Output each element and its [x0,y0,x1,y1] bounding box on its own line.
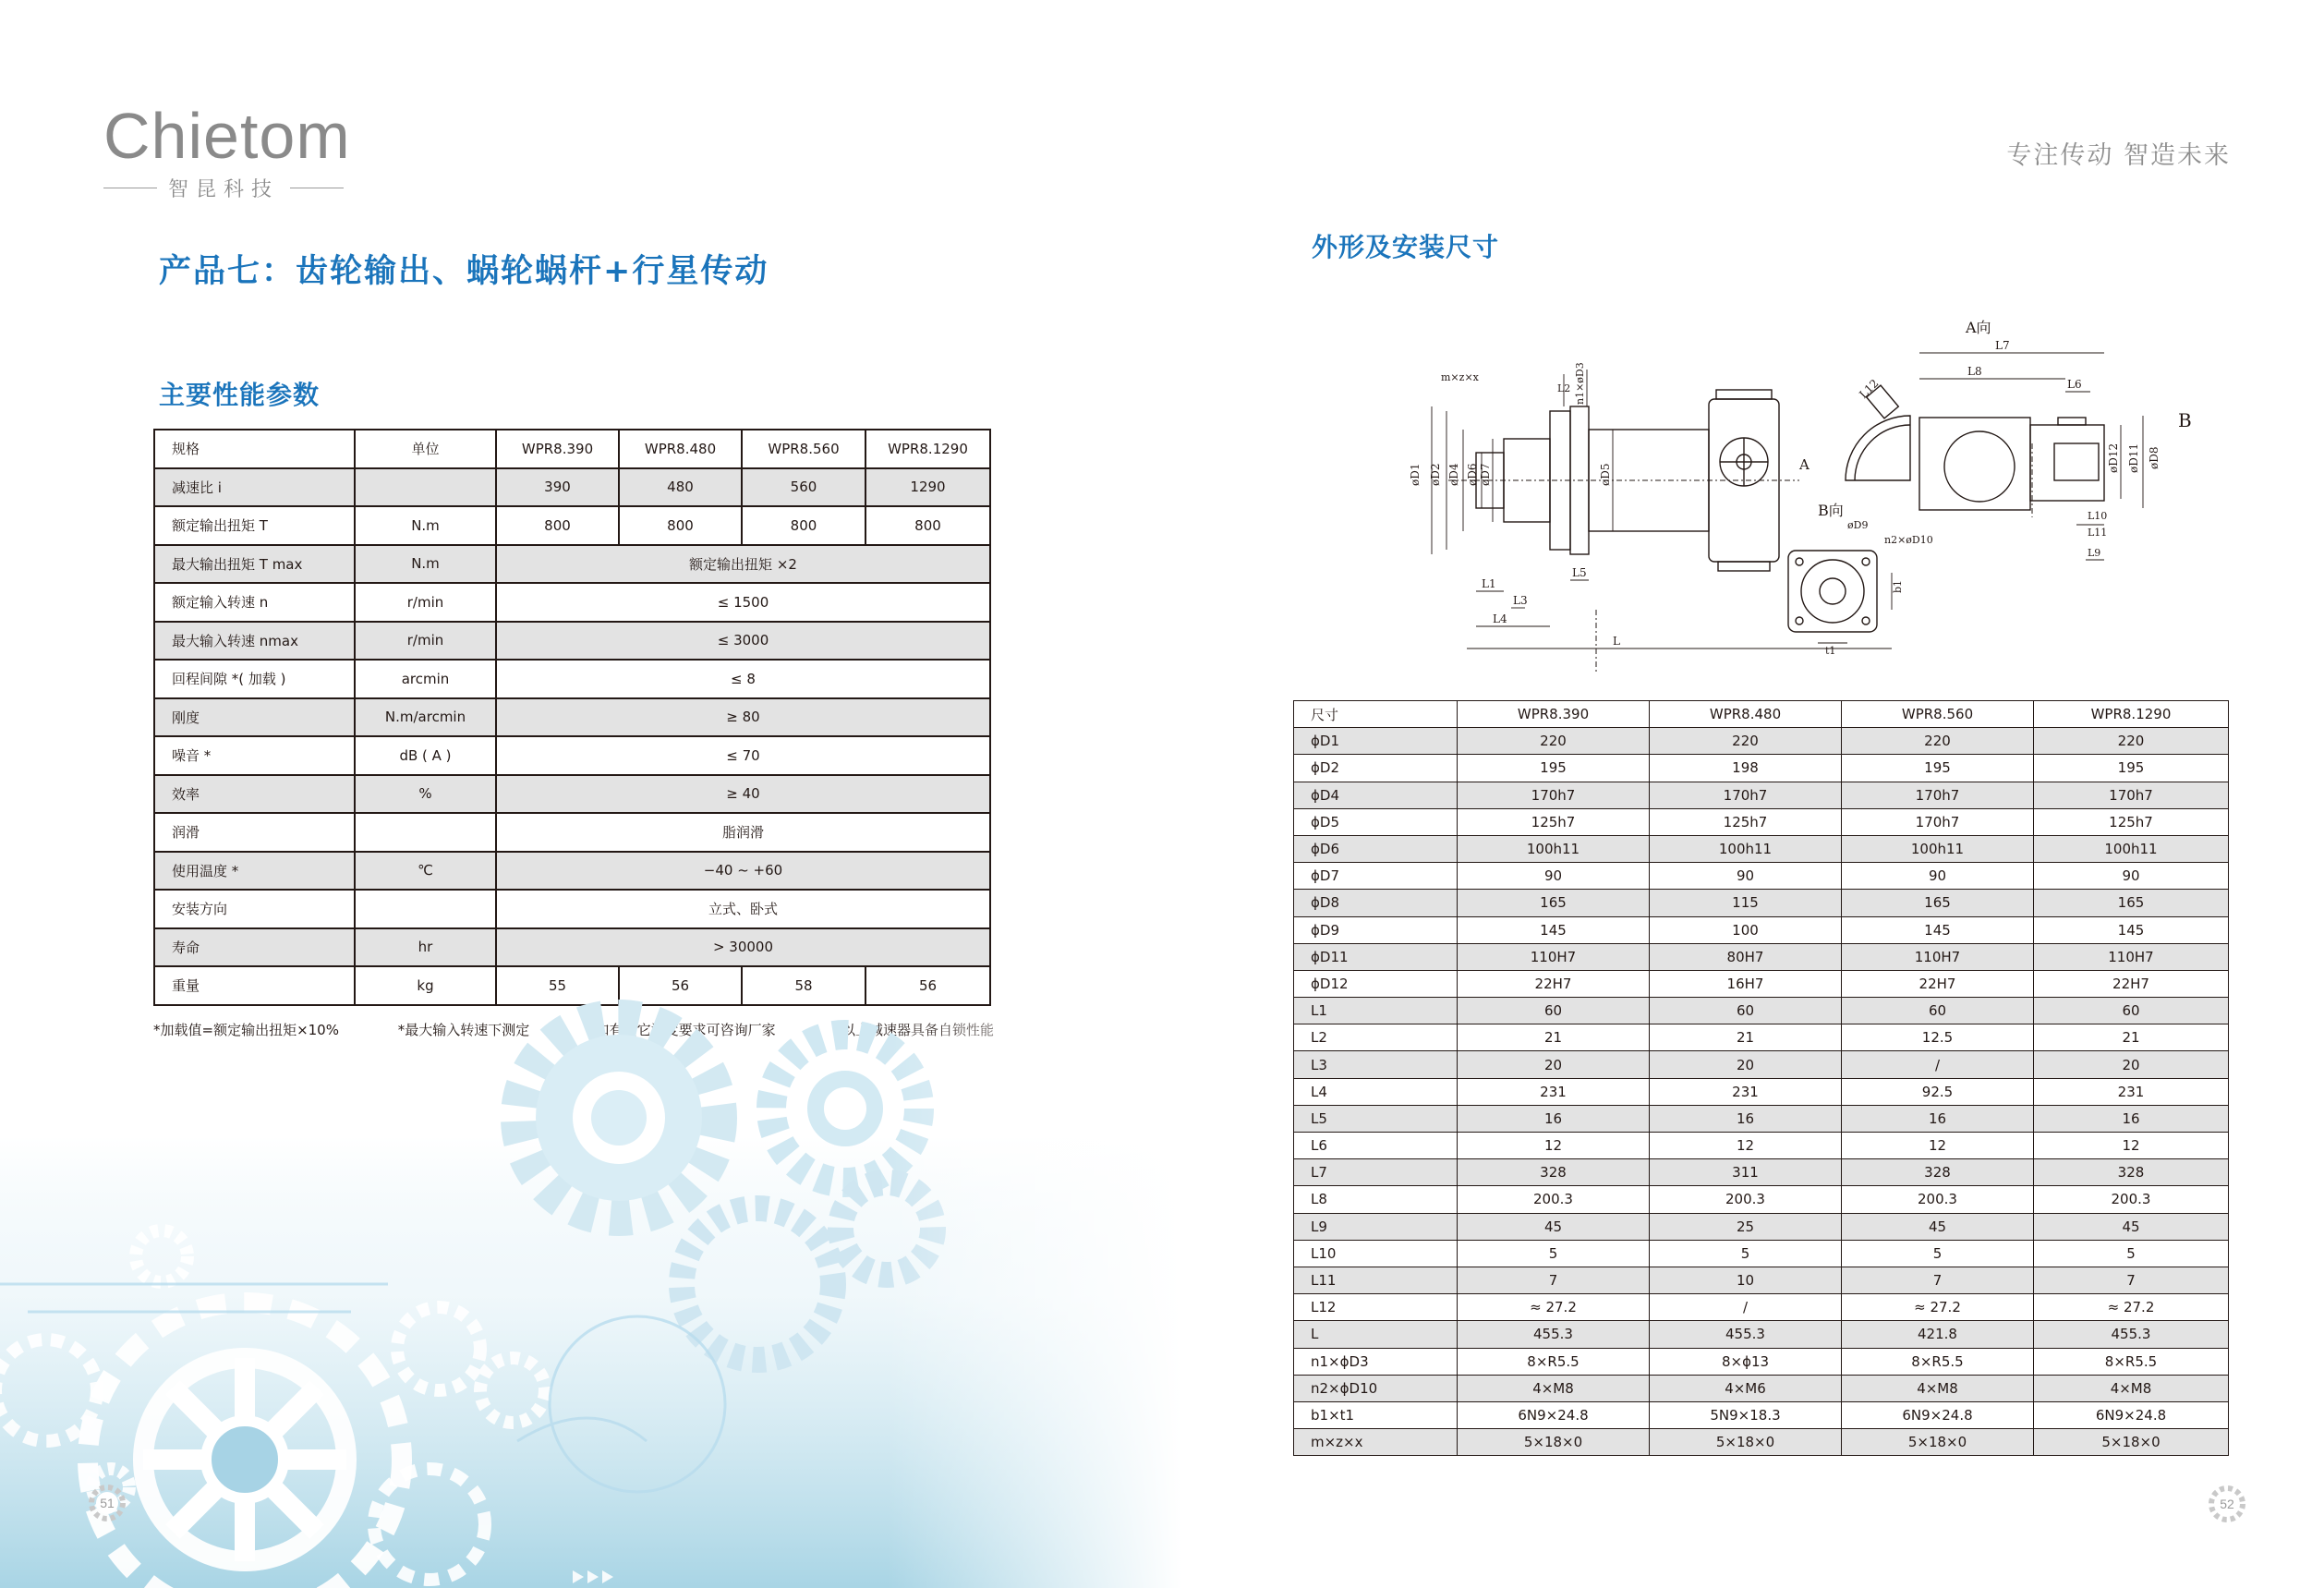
value-cell: 6N9×24.8 [1842,1401,2034,1428]
label-d1: øD1 [1409,463,1422,486]
value-cell: 5 [2034,1240,2229,1267]
label-l1: L1 [1482,577,1496,590]
row-label: ϕD4 [1294,782,1458,808]
value-cell: 8×ϕ13 [1650,1348,1842,1375]
value-cell: 165 [1842,890,2034,916]
table-row [1294,1159,2229,1186]
row-label: ϕD11 [1294,943,1458,970]
value-cell: 56 [619,966,742,1005]
value-cell: 6N9×24.8 [2034,1401,2229,1428]
value-cell: 100h11 [1842,835,2034,862]
merged-value-cell: 脂润滑 [496,813,990,852]
value-cell: 198 [1650,755,1842,782]
value-cell: 12 [1842,1133,2034,1159]
dimensions-table [1293,700,2229,1456]
table-row [1294,890,2229,916]
value-cell: 421.8 [1842,1321,2034,1348]
table-row [1294,1105,2229,1132]
value-cell: 800 [865,506,990,545]
value-cell: 311 [1650,1159,1842,1186]
unit-cell: N.m [355,506,496,545]
label-l7: L7 [1995,339,2010,352]
value-cell: ≈ 27.2 [1842,1294,2034,1321]
table-row [154,852,990,891]
table-row [1294,1401,2229,1428]
merged-value-cell: ≤ 70 [496,736,990,775]
row-label: 减速比 i [154,468,355,507]
merged-value-cell: ≤ 1500 [496,583,990,622]
label-l2: L2 [1557,382,1571,394]
value-cell: 56 [865,966,990,1005]
value-cell: 5 [1842,1240,2034,1267]
value-cell: 58 [742,966,865,1005]
value-cell: 4×M8 [1842,1375,2034,1401]
page-title: 产品七：齿轮输出、蜗轮蜗杆+行星传动 [159,253,769,290]
header-cell: WPR8.560 [742,430,865,468]
gear-background-art [0,1007,1182,1588]
value-cell: 200.3 [1842,1186,2034,1213]
value-cell: 170h7 [1458,782,1650,808]
value-cell: / [1650,1294,1842,1321]
value-cell: 231 [1650,1078,1842,1105]
unit-cell [355,813,496,852]
value-cell: 100h11 [1650,835,1842,862]
table-row [154,736,990,775]
value-cell: 110H7 [1458,943,1650,970]
table-row [1294,1024,2229,1051]
value-cell: 455.3 [1650,1321,1842,1348]
table-row [154,966,990,1005]
value-cell: 7 [1458,1267,1650,1293]
value-cell: 21 [2034,1024,2229,1051]
table-row [1294,1133,2229,1159]
label-d12: øD12 [2107,442,2120,473]
row-label: 最大输出扭矩 T max [154,545,355,584]
value-cell: 45 [1458,1213,1650,1240]
table-row [1294,998,2229,1024]
slogan: 专注传动 智造未来 [2006,141,2231,170]
value-cell: 12 [1650,1133,1842,1159]
value-cell: 4×M6 [1650,1375,1842,1401]
unit-cell: ℃ [355,852,496,891]
value-cell: 170h7 [1842,808,2034,835]
page-number-text: 52 [2220,1497,2234,1511]
table-row [154,775,990,814]
value-cell: 4×M8 [1458,1375,1650,1401]
label-d5: øD5 [1599,463,1612,486]
table-row [1294,1240,2229,1267]
value-cell: 328 [2034,1159,2229,1186]
merged-value-cell: > 30000 [496,928,990,967]
value-cell: 220 [2034,728,2229,755]
table-row [1294,835,2229,862]
label-d6: øD6 [1466,463,1479,486]
table-row [154,583,990,622]
label-l11: L11 [2088,527,2108,539]
row-label: 润滑 [154,813,355,852]
value-cell: 21 [1650,1024,1842,1051]
row-label: 效率 [154,775,355,814]
value-cell: 220 [1650,728,1842,755]
value-cell: 45 [1842,1213,2034,1240]
value-cell: 5×18×0 [1458,1429,1650,1456]
unit-cell: dB ( A ) [355,736,496,775]
value-cell: 60 [1458,998,1650,1024]
value-cell: ≈ 27.2 [2034,1294,2229,1321]
value-cell: 21 [1458,1024,1650,1051]
header-cell: 尺寸 [1294,701,1458,728]
row-label: 重量 [154,966,355,1005]
value-cell: 1290 [865,468,990,507]
merged-value-cell: 立式、卧式 [496,890,990,928]
table-row [154,890,990,928]
label-l6: L6 [2067,378,2082,391]
value-cell: 5N9×18.3 [1650,1401,1842,1428]
value-cell: 16 [1842,1105,2034,1132]
value-cell: 7 [1842,1267,2034,1293]
row-label: ϕD8 [1294,890,1458,916]
header-cell: WPR8.390 [496,430,619,468]
performance-section-title: 主要性能参数 [159,380,321,410]
value-cell: 328 [1458,1159,1650,1186]
label-view-a: A向 [1966,319,1991,336]
value-cell: 145 [1842,916,2034,943]
row-label: ϕD12 [1294,970,1458,997]
value-cell: ≈ 27.2 [1458,1294,1650,1321]
value-cell: 20 [2034,1051,2229,1078]
table-row [1294,1348,2229,1375]
merged-value-cell: ≤ 8 [496,660,990,698]
row-label: L12 [1294,1294,1458,1321]
value-cell: 200.3 [2034,1186,2229,1213]
row-label: 额定输入转速 n [154,583,355,622]
brand-logo [103,100,353,201]
value-cell: 125h7 [1458,808,1650,835]
value-cell: 80H7 [1650,943,1842,970]
value-cell: 170h7 [2034,782,2229,808]
table-row [154,698,990,737]
label-l: L [1613,635,1620,648]
row-label: ϕD7 [1294,863,1458,890]
label-d9: øD9 [1847,519,1869,531]
row-label: L8 [1294,1186,1458,1213]
label-l5: L5 [1572,566,1587,579]
value-cell: 25 [1650,1213,1842,1240]
table-row [1294,1213,2229,1240]
value-cell: 220 [1842,728,2034,755]
row-label: ϕD5 [1294,808,1458,835]
value-cell: 231 [1458,1078,1650,1105]
table-row [1294,970,2229,997]
row-label: L1 [1294,998,1458,1024]
value-cell: 92.5 [1842,1078,2034,1105]
table-row [154,622,990,661]
row-label: n2×ϕD10 [1294,1375,1458,1401]
value-cell: 220 [1458,728,1650,755]
unit-cell: r/min [355,622,496,661]
label-l10: L10 [2088,510,2108,522]
row-label: L5 [1294,1105,1458,1132]
value-cell: 195 [1458,755,1650,782]
table-row [1294,782,2229,808]
header-cell: WPR8.480 [1650,701,1842,728]
value-cell: 800 [742,506,865,545]
label-n2: n2×øD10 [1884,534,1933,546]
value-cell: 16 [2034,1105,2229,1132]
table-row [154,506,990,545]
performance-table [153,429,991,1006]
value-cell: 20 [1650,1051,1842,1078]
value-cell: 8×R5.5 [2034,1348,2229,1375]
header-cell: WPR8.1290 [2034,701,2229,728]
logo-subtitle-text: 智昆科技 [168,178,280,201]
label-key-tag: m×z×x [1441,371,1479,383]
technical-drawing [1374,314,2192,657]
value-cell: 90 [2034,863,2229,890]
value-cell: 20 [1458,1051,1650,1078]
table-header-row [1294,701,2229,728]
label-d7: øD7 [1479,463,1492,486]
table-row [154,545,990,584]
header-cell: WPR8.480 [619,430,742,468]
value-cell: / [1842,1051,2034,1078]
value-cell: 390 [496,468,619,507]
merged-value-cell: ≥ 40 [496,775,990,814]
value-cell: 115 [1650,890,1842,916]
value-cell: 200.3 [1650,1186,1842,1213]
label-b1: b1 [1892,579,1904,593]
table-row [1294,943,2229,970]
value-cell: 125h7 [2034,808,2229,835]
value-cell: 22H7 [1842,970,2034,997]
value-cell: 16 [1458,1105,1650,1132]
row-label: L6 [1294,1133,1458,1159]
unit-cell [355,890,496,928]
table-row [1294,808,2229,835]
value-cell: 5×18×0 [2034,1429,2229,1456]
value-cell: 5 [1650,1240,1842,1267]
page-number-text: 51 [100,1496,115,1510]
unit-cell: r/min [355,583,496,622]
page-number-left [87,1483,127,1523]
value-cell: 8×R5.5 [1842,1348,2034,1375]
table-row [1294,916,2229,943]
table-row [1294,1294,2229,1321]
value-cell: 328 [1842,1159,2034,1186]
label-l3: L3 [1513,594,1528,607]
value-cell: 12 [1458,1133,1650,1159]
table-row [1294,1078,2229,1105]
label-arrow-b: B [2178,409,2192,431]
value-cell: 16H7 [1650,970,1842,997]
table-row [1294,1267,2229,1293]
value-cell: 55 [496,966,619,1005]
row-label: ϕD6 [1294,835,1458,862]
table-row [154,660,990,698]
merged-value-cell: ≤ 3000 [496,622,990,661]
label-d4: øD4 [1447,463,1460,486]
table-row [154,468,990,507]
value-cell: 5×18×0 [1842,1429,2034,1456]
value-cell: 90 [1842,863,2034,890]
unit-cell: N.m/arcmin [355,698,496,737]
value-cell: 60 [2034,998,2229,1024]
row-label: L3 [1294,1051,1458,1078]
center-lines [1448,443,2032,674]
label-d8: øD8 [2148,446,2161,469]
unit-cell: arcmin [355,660,496,698]
row-label: L4 [1294,1078,1458,1105]
value-cell: 12 [2034,1133,2229,1159]
row-label: L7 [1294,1159,1458,1186]
value-cell: 90 [1650,863,1842,890]
value-cell: 5 [1458,1240,1650,1267]
table-row [154,928,990,967]
label-view-b: B向 [1818,502,1844,519]
page-number-right [2207,1484,2247,1524]
row-label: 寿命 [154,928,355,967]
unit-cell: hr [355,928,496,967]
value-cell: 455.3 [1458,1321,1650,1348]
label-l4: L4 [1493,612,1507,625]
row-label: b1×t1 [1294,1401,1458,1428]
label-arrow-a: A [1799,456,1810,473]
value-cell: 200.3 [1458,1186,1650,1213]
value-cell: 7 [2034,1267,2229,1293]
table-row [1294,1429,2229,1456]
logo-wordmark: Chietom [103,100,351,172]
value-cell: 145 [1458,916,1650,943]
value-cell: 165 [2034,890,2229,916]
value-cell: 170h7 [1842,782,2034,808]
table-row [1294,1186,2229,1213]
row-label: ϕD9 [1294,916,1458,943]
value-cell: 16 [1650,1105,1842,1132]
header-cell: WPR8.560 [1842,701,2034,728]
a-view-outline [1846,385,2104,510]
value-cell: 6N9×24.8 [1458,1401,1650,1428]
merged-value-cell: 额定输出扭矩 ×2 [496,545,990,584]
row-label: L9 [1294,1213,1458,1240]
value-cell: 5×18×0 [1650,1429,1842,1456]
value-cell: 231 [2034,1078,2229,1105]
row-label: 安装方向 [154,890,355,928]
label-l8: L8 [1967,365,1982,378]
row-label: L2 [1294,1024,1458,1051]
b-view-outline [1788,551,1877,632]
value-cell: 145 [2034,916,2229,943]
value-cell: 125h7 [1650,808,1842,835]
value-cell: 195 [2034,755,2229,782]
value-cell: 560 [742,468,865,507]
value-cell: 12.5 [1842,1024,2034,1051]
merged-value-cell: ≥ 80 [496,698,990,737]
row-label: n1×ϕD3 [1294,1348,1458,1375]
label-l9: L9 [2088,547,2101,559]
row-label: L [1294,1321,1458,1348]
table-row [1294,1321,2229,1348]
value-cell: 800 [619,506,742,545]
label-t1: t1 [1825,645,1836,657]
value-cell: 170h7 [1650,782,1842,808]
table-header-row [154,430,990,468]
unit-cell: % [355,775,496,814]
value-cell: 165 [1458,890,1650,916]
value-cell: 10 [1650,1267,1842,1293]
row-label: ϕD1 [1294,728,1458,755]
value-cell: 195 [1842,755,2034,782]
value-cell: 110H7 [1842,943,2034,970]
value-cell: 480 [619,468,742,507]
value-cell: 455.3 [2034,1321,2229,1348]
label-n1: n1×øD3 [1574,362,1586,405]
value-cell: 60 [1842,998,2034,1024]
value-cell: 110H7 [2034,943,2229,970]
value-cell: 22H7 [2034,970,2229,997]
table-row [1294,728,2229,755]
label-d11: øD11 [2127,442,2140,473]
unit-cell: kg [355,966,496,1005]
value-cell: 90 [1458,863,1650,890]
merged-value-cell: −40 ~ +60 [496,852,990,891]
row-label: 噪音 * [154,736,355,775]
value-cell: 100h11 [2034,835,2229,862]
row-label: 刚度 [154,698,355,737]
value-cell: 800 [496,506,619,545]
row-label: L11 [1294,1267,1458,1293]
logo-subtitle [103,174,353,202]
row-label: 回程间隙 *( 加载 ) [154,660,355,698]
row-label: L10 [1294,1240,1458,1267]
table-row [1294,863,2229,890]
table-row [1294,1051,2229,1078]
table-row [1294,755,2229,782]
row-label: 最大输入转速 nmax [154,622,355,661]
value-cell: 4×M8 [2034,1375,2229,1401]
label-d2: øD2 [1429,463,1442,486]
value-cell: 60 [1650,998,1842,1024]
value-cell: 100 [1650,916,1842,943]
header-cell: WPR8.390 [1458,701,1650,728]
header-cell: WPR8.1290 [865,430,990,468]
unit-cell [355,468,496,507]
row-label: 额定输出扭矩 T [154,506,355,545]
value-cell: 22H7 [1458,970,1650,997]
header-cell: 规格 [154,430,355,468]
header-cell: 单位 [355,430,496,468]
value-cell: 45 [2034,1213,2229,1240]
unit-cell: N.m [355,545,496,584]
value-cell: 8×R5.5 [1458,1348,1650,1375]
background-fade [0,1007,1182,1588]
value-cell: 100h11 [1458,835,1650,862]
row-label: m×z×x [1294,1429,1458,1456]
label-l12: L12 [1857,376,1882,402]
table-row [154,813,990,852]
dimensions-section-title: 外形及安装尺寸 [1312,232,1500,262]
row-label: 使用温度 * [154,852,355,891]
row-label: ϕD2 [1294,755,1458,782]
table-row [1294,1375,2229,1401]
